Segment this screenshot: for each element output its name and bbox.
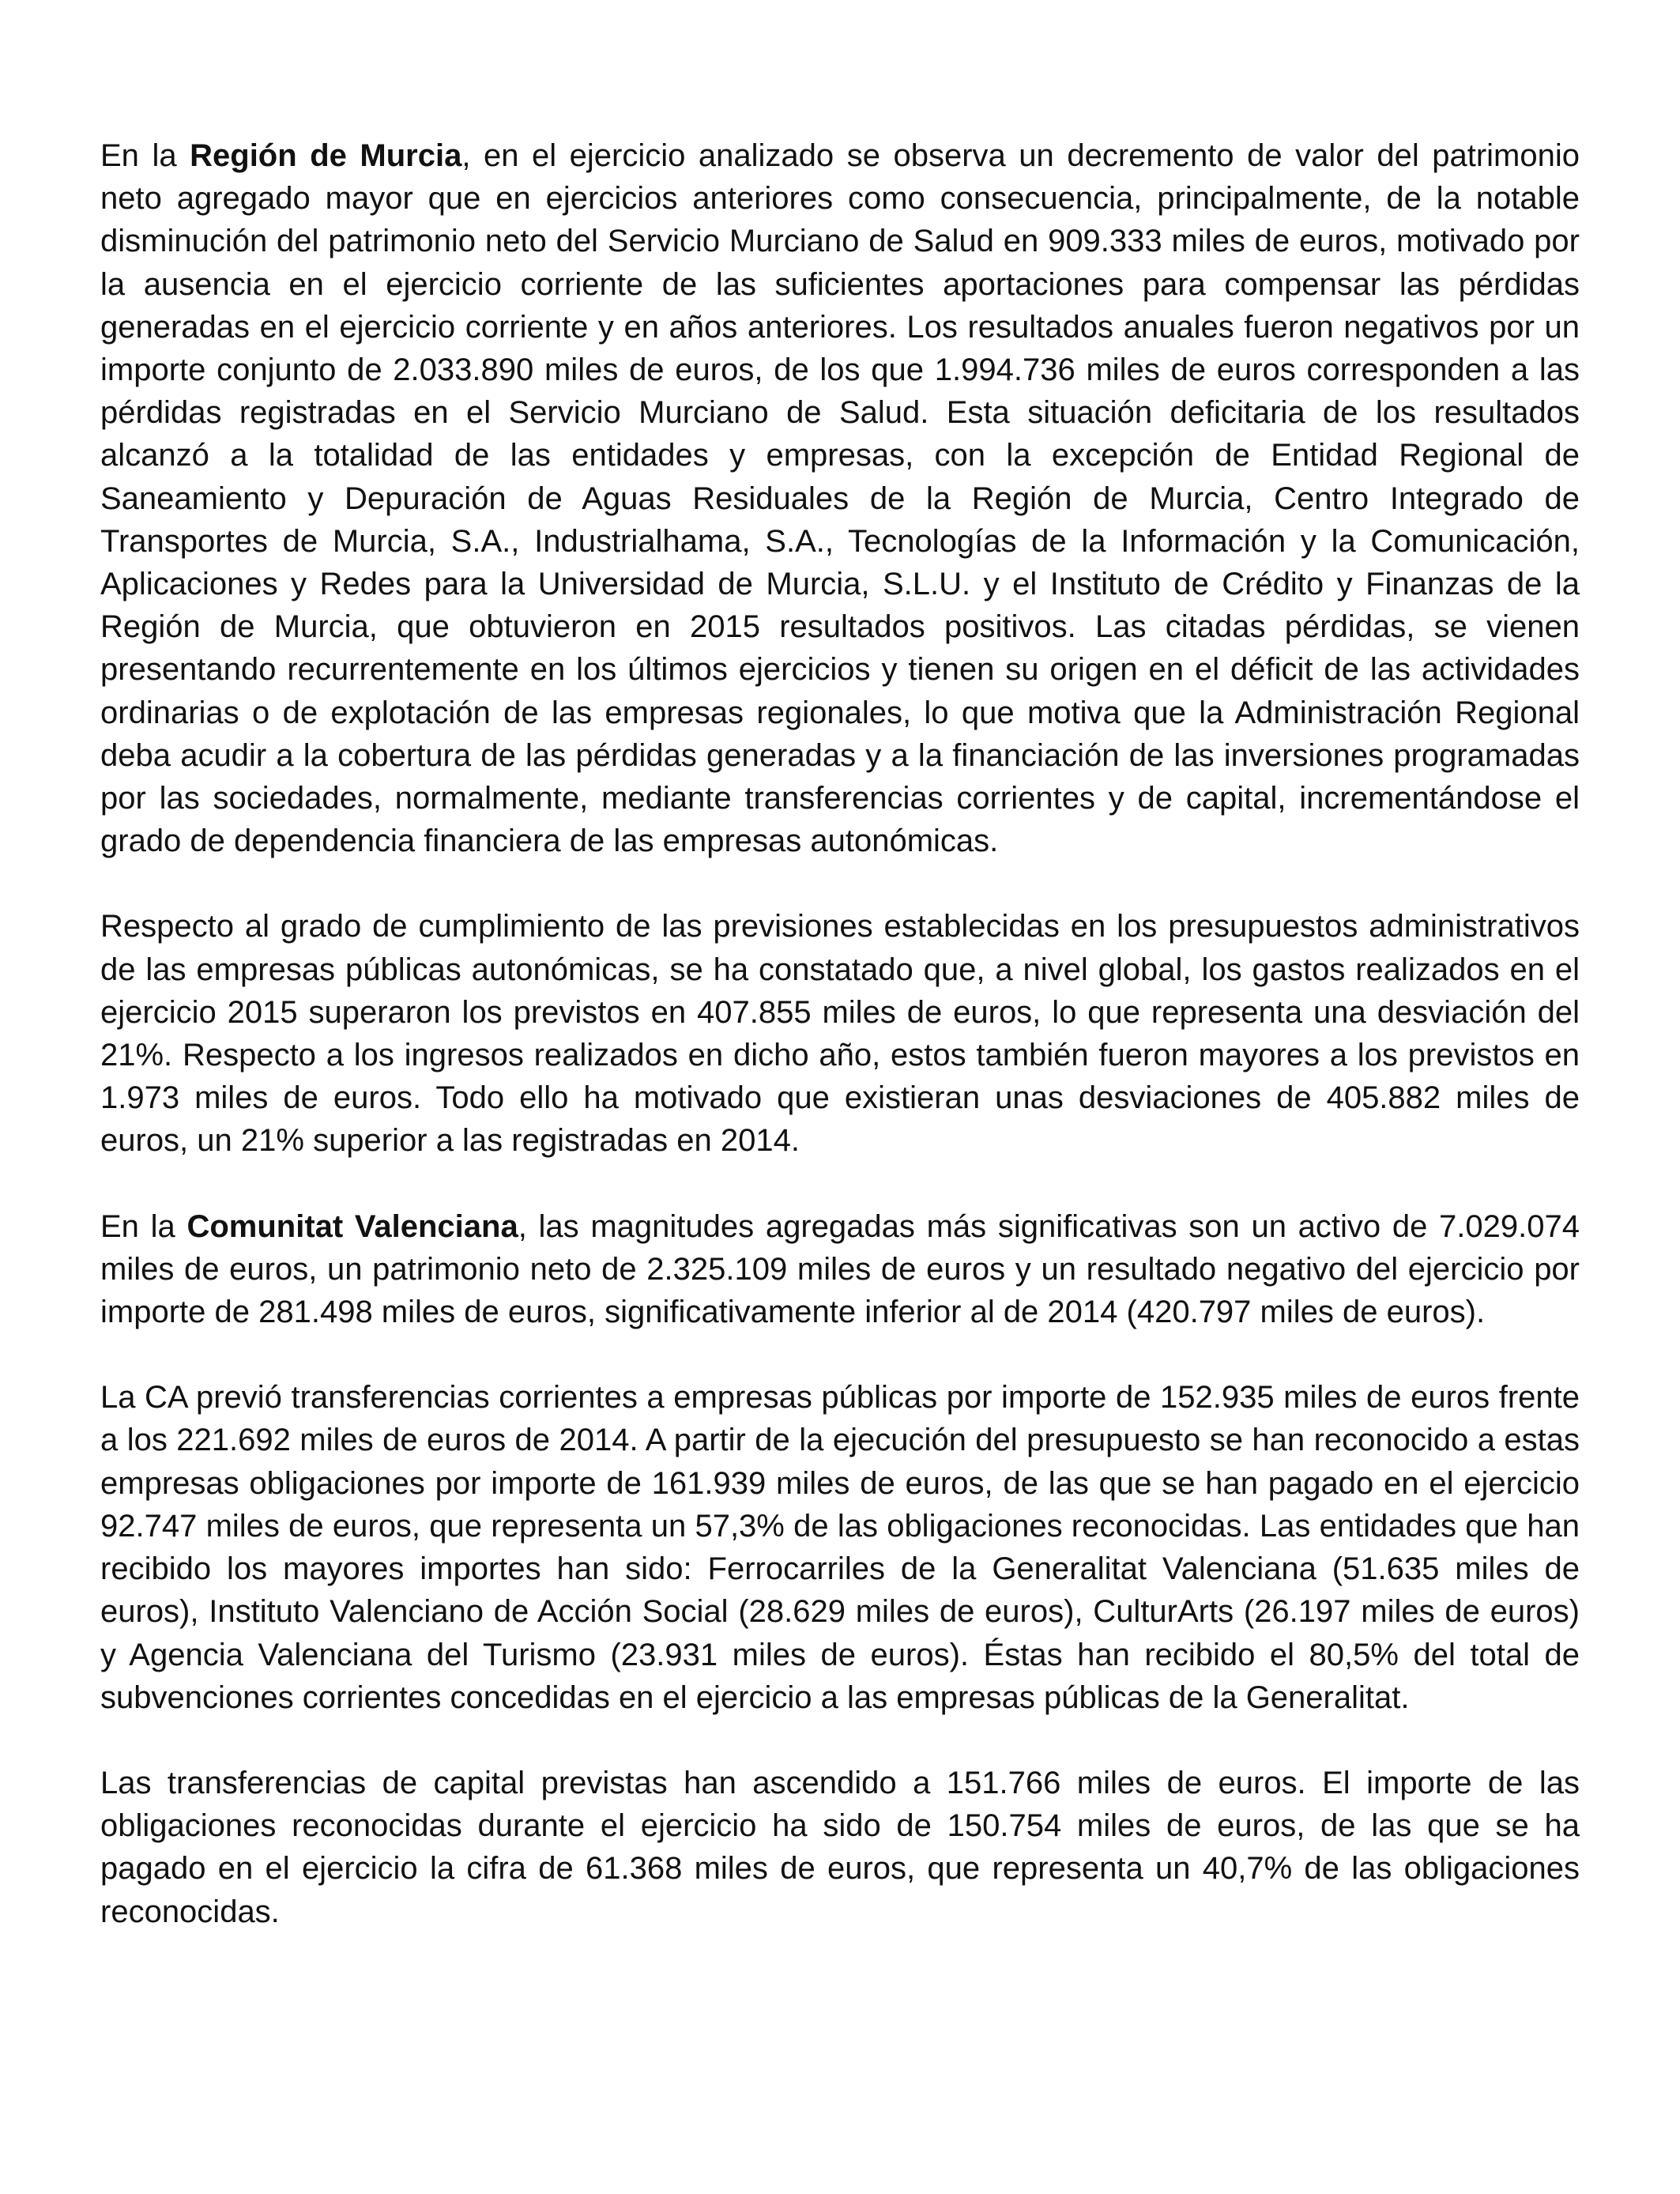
paragraph-intro: En la	[100, 138, 190, 173]
paragraph-body: Respecto al grado de cumplimiento de las previsiones establecidas en los presupuestos administrativos de las empresas públicas autonómicas, se ha constatado que, a nivel global, los gastos realizados en el ejercicio 2015 superaron los previstos en 407.855 miles de euros, lo que representa una desviación del 21%. Respecto a los ingresos realizados en dicho año, estos también fueron mayores a los previstos en 1.973 miles de euros. Todo ello ha motivado que existieran unas desviaciones de 405.882 miles de euros, un 21% superior a las registradas en 2014.	[100, 909, 1580, 1159]
paragraph-budget-compliance	[100, 905, 1580, 1162]
paragraph-comunitat-valenciana	[100, 1205, 1580, 1334]
paragraph-region-murcia	[100, 134, 1580, 862]
paragraph-body: La CA previó transferencias corrientes a empresas públicas por importe de 152.935 miles de euros frente a los 221.692 miles de euros de 2014. A partir de la ejecución del presupuesto se han reconocido a estas empresas obligaciones por importe de 161.939 miles de euros, de las que se han pagado en el ejercicio 92.747 miles de euros, que representa un 57,3% de las obligaciones reconocidas. Las entidades que han recibido los mayores importes han sido: Ferrocarriles de la Generalitat Valenciana (51.635 miles de euros), Instituto Valenciano de Acción Social (28.629 miles de euros), CulturArts (26.197 miles de euros) y Agencia Valenciana del Turismo (23.931 miles de euros). Éstas han recibido el 80,5% del total de subvenciones corrientes concedidas en el ejercicio a las empresas públicas de la Generalitat.	[100, 1380, 1580, 1715]
paragraph-current-transfers	[100, 1376, 1580, 1719]
document-page	[100, 134, 1580, 1933]
region-name-bold: Comunitat Valenciana	[186, 1208, 518, 1244]
paragraph-capital-transfers	[100, 1762, 1580, 1933]
region-name-bold: Región de Murcia	[190, 138, 462, 173]
paragraph-body: Las transferencias de capital previstas han ascendido a 151.766 miles de euros. El importe de las obligaciones reconocidas durante el ejercicio ha sido de 150.754 miles de euros, de las que se ha pagado en el ejercicio la cifra de 61.368 miles de euros, que representa un 40,7% de las obligaciones reconocidas.	[100, 1765, 1580, 1929]
paragraph-body: , en el ejercicio analizado se observa un decremento de valor del patrimonio neto agregado mayor que en ejercicios anteriores como consecuencia, principalmente, de la notable disminución del patrimonio neto del Servicio Murciano de Salud en 909.333 miles de euros, motivado por la ausencia en el ejercicio corriente de las suficientes aportaciones para compensar las pérdidas generadas en el ejercicio corriente y en años anteriores. Los resultados anuales fueron negativos por un importe conjunto de 2.033.890 miles de euros, de los que 1.994.736 miles de euros corresponden a las pérdidas registradas en el Servicio Murciano de Salud. Esta situación deficitaria de los resultados alcanzó a la totalidad de las entidades y empresas, con la excepción de Entidad Regional de Saneamiento y Depuración de Aguas Residuales de la Región de Murcia, Centro Integrado de Transportes de Murcia, S.A., Industrialhama, S.A., Tecnologías de la Información y la Comunicación, Aplicaciones y Redes para la Universidad de Murcia, S.L.U. y el Instituto de Crédito y Finanzas de la Región de Murcia, que obtuvieron en 2015 resultados positivos. Las citadas pérdidas, se vienen presentando recurrentemente en los últimos ejercicios y tienen su origen en el déficit de las actividades ordinarias o de explotación de las empresas regionales, lo que motiva que la Administración Regional deba acudir a la cobertura de las pérdidas generadas y a la financiación de las inversiones programadas por las sociedades, normalmente, mediante transferencias corrientes y de capital, incrementándose el grado de dependencia financiera de las empresas autonómicas.	[100, 138, 1580, 859]
paragraph-body: , las magnitudes agregadas más significativas son un activo de 7.029.074 miles de euros, un patrimonio neto de 2.325.109 miles de euros y un resultado negativo del ejercicio por importe de 281.498 miles de euros, significativamente inferior al de 2014 (420.797 miles de euros).	[100, 1208, 1580, 1330]
paragraph-intro: En la	[100, 1208, 187, 1244]
